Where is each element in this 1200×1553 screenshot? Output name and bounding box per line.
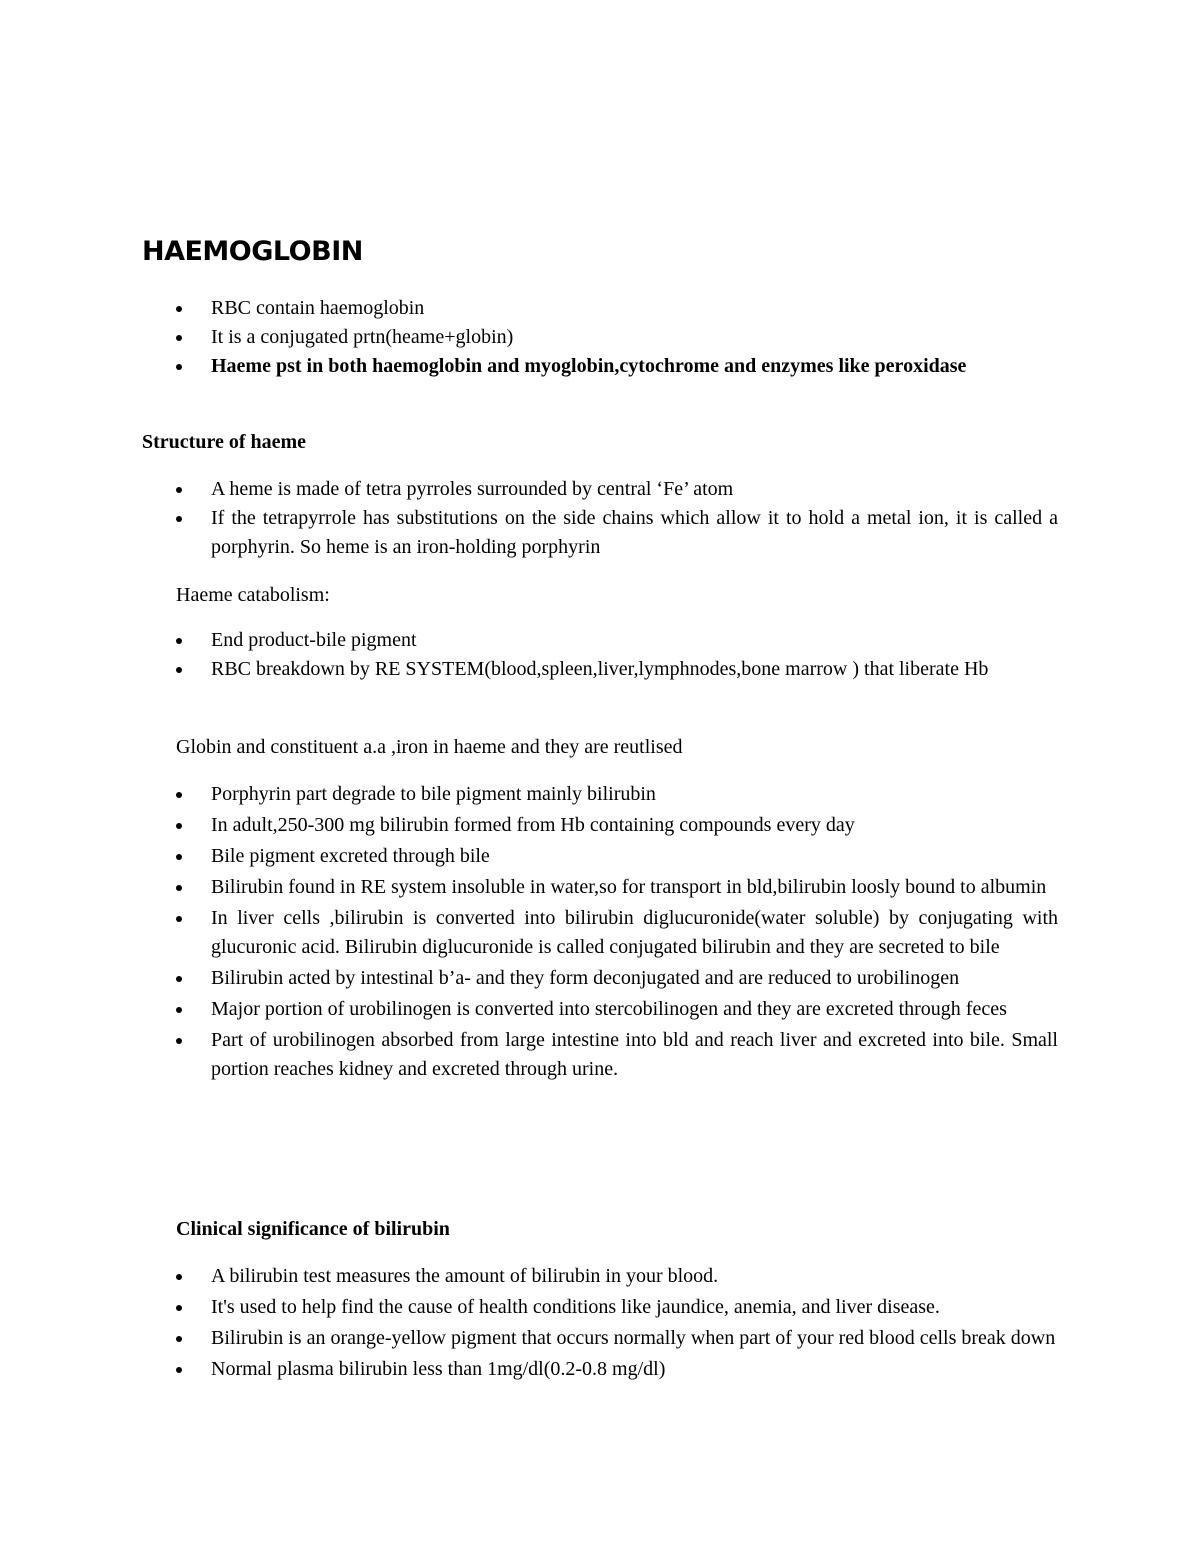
list-item: If the tetrapyrrole has substitutions on the side chains which allow it to hold a metal ion, it is called a porphyrin. So heme is an iron-holding porphyrin xyxy=(0,504,1200,562)
bullet-icon xyxy=(176,306,182,312)
bullet-icon xyxy=(176,854,182,860)
bullet-icon xyxy=(176,516,182,522)
bullet-icon xyxy=(176,792,182,798)
bullet-icon xyxy=(176,823,182,829)
clinical-heading: Clinical significance of bilirubin xyxy=(176,1218,450,1240)
list-item: Haeme pst in both haemoglobin and myoglobin,cytochrome and enzymes like peroxidase xyxy=(0,352,1200,381)
list-item: In liver cells ,bilirubin is converted into bilirubin diglucuronide(water soluble) by conjugating with glucuronic acid. Bilirubin diglucuronide is called conjugated bilirubin and they are secreted to bile xyxy=(0,904,1200,962)
intro-list-block xyxy=(0,294,1200,381)
globin-line: Globin and constituent a.a ,iron in haeme and they are reutlised xyxy=(176,736,683,758)
list-item: RBC breakdown by RE SYSTEM(blood,spleen,liver,lymphnodes,bone marrow ) that liberate Hb xyxy=(0,655,1200,684)
bullet-icon xyxy=(176,667,182,673)
list-item: Major portion of urobilinogen is converted into stercobilinogen and they are excreted through feces xyxy=(0,995,1200,1024)
list-item: A bilirubin test measures the amount of bilirubin in your blood. xyxy=(0,1262,1200,1291)
structure-list-block xyxy=(0,475,1200,562)
bullet-icon xyxy=(176,916,182,922)
process-list xyxy=(0,780,1200,1084)
list-item: Bilirubin is an orange-yellow pigment that occurs normally when part of your red blood cells break down xyxy=(0,1324,1200,1353)
bullet-icon xyxy=(176,1336,182,1342)
page-title: HAEMOGLOBIN xyxy=(142,236,363,267)
list-item: RBC contain haemoglobin xyxy=(0,294,1200,323)
bullet-icon xyxy=(176,1367,182,1373)
list-item: Porphyrin part degrade to bile pigment mainly bilirubin xyxy=(0,780,1200,809)
bullet-icon xyxy=(176,885,182,891)
catabolism-heading: Haeme catabolism: xyxy=(176,584,330,606)
list-item: End product-bile pigment xyxy=(0,626,1200,655)
catabolism-list xyxy=(0,626,1200,684)
list-item: Part of urobilinogen absorbed from large intestine into bld and reach liver and excreted into bile. Small portion reaches kidney and excreted through urine. xyxy=(0,1026,1200,1084)
list-item: Normal plasma bilirubin less than 1mg/dl(0.2-0.8 mg/dl) xyxy=(0,1355,1200,1384)
clinical-list xyxy=(0,1262,1200,1384)
list-item: Bilirubin found in RE system insoluble in water,so for transport in bld,bilirubin loosly bound to albumin xyxy=(0,873,1200,902)
bullet-icon xyxy=(176,638,182,644)
structure-heading: Structure of haeme xyxy=(142,431,307,453)
list-item: It's used to help find the cause of health conditions like jaundice, anemia, and liver disease. xyxy=(0,1293,1200,1322)
list-item: Bile pigment excreted through bile xyxy=(0,842,1200,871)
process-list-block xyxy=(0,780,1200,1084)
list-item: Bilirubin acted by intestinal b’a- and they form deconjugated and are reduced to urobilinogen xyxy=(0,964,1200,993)
list-item: It is a conjugated prtn(heame+globin) xyxy=(0,323,1200,352)
catabolism-list-block xyxy=(0,626,1200,684)
clinical-list-block xyxy=(0,1262,1200,1384)
bullet-icon xyxy=(176,364,182,370)
list-item: A heme is made of tetra pyrroles surrounded by central ‘Fe’ atom xyxy=(0,475,1200,504)
intro-list xyxy=(0,294,1200,381)
list-item: In adult,250-300 mg bilirubin formed from Hb containing compounds every day xyxy=(0,811,1200,840)
bullet-icon xyxy=(176,1274,182,1280)
bullet-icon xyxy=(176,487,182,493)
structure-list xyxy=(0,475,1200,562)
bullet-icon xyxy=(176,1038,182,1044)
bullet-icon xyxy=(176,976,182,982)
bullet-icon xyxy=(176,335,182,341)
bullet-icon xyxy=(176,1305,182,1311)
bullet-icon xyxy=(176,1007,182,1013)
